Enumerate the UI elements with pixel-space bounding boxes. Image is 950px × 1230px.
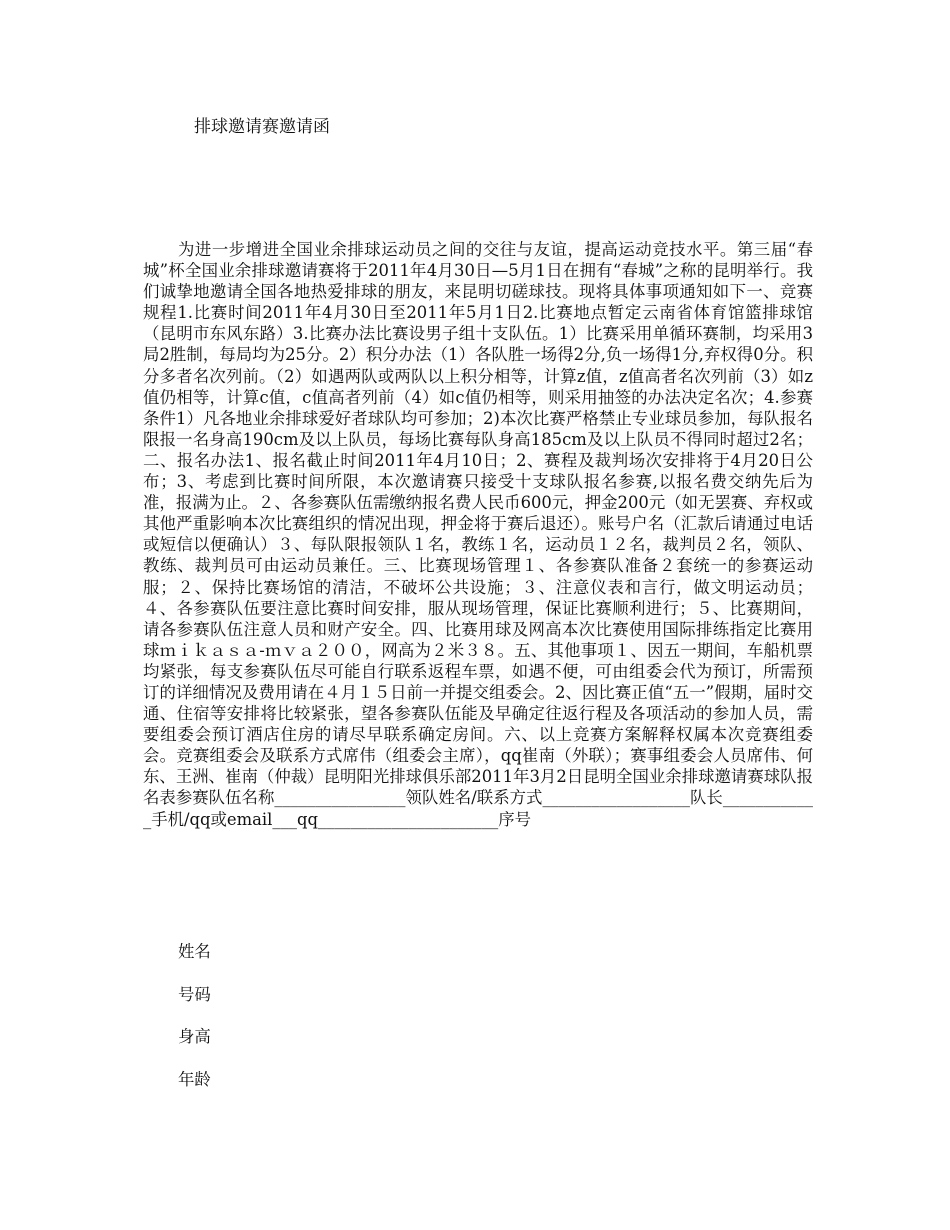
document-body: 为进一步增进全国业余排球运动员之间的交往与友谊，提高运动竞技水平。第三届“春城”杯全国业余排球邀请赛将于2011年4月30日—5月1日在拥有“春城”之称的昆明举行。我们诚挚地邀请全国各地热爱排球的朋友，来昆明切磋球技。现将具体事项通知如下一、竞赛规程1.比赛时间2011年4月30日至2011年5月1日2.比赛地点暂定云南省体育馆篮排球馆（昆明市东风东路）3.比赛办法比赛设男子组十支队伍。1）比赛采用单循环赛制，均采用3局2胜制，每局均为25分。2）积分办法（1）各队胜一场得2分,负一场得1分,弃权得0分。积分多者名次列前。（2）如遇两队或两队以上积分相等，计算z值，z值高者名次列前（3）如z值仍相等，计算c值，c值高者列前（4）如c值仍相等，则采用抽签的办法决定名次；4.参赛条件1）凡各地业余排球爱好者球队均可参加；2)本次比赛严格禁止专业球员参加，每队报名限报一名身高190cm及以上队员，每场比赛每队身高185cm及以上队员不得同时超过2名；二、报名办法1、报名截止时间2011年4月10日；2、赛程及裁判场次安排将于4月20日公布；3、考虑到比赛时间所限，本次邀请赛只接受十支球队报名参赛,以报名费交纳先后为准，报满为止。２、各参赛队伍需缴纳报名费人民币600元，押金200元（如无罢赛、弃权或其他严重影响本次比赛组织的情况出现，押金将于赛后退还）。账号户名（汇款后请通过电话或短信以便确认）３、每队限报领队１名，教练１名，运动员１２名，裁判员２名，领队、教练、裁判员可由运动员兼任。三、比赛现场管理１、各参赛队准备２套统一的参赛运动服；２、保持比赛场馆的清洁，不破坏公共设施；３、注意仪表和言行，做文明运动员；４、各参赛队伍要注意比赛时间安排，服从现场管理，保证比赛顺利进行；５、比赛期间，请各参赛队伍注意人员和财产安全。四、比赛用球及网高本次比赛使用国际排练指定比赛用球ｍｉｋａｓａ-ｍｖａ２００，网高为２米３８。五、其他事项１、因五一期间，车船机票均紧张，每支参赛队伍尽可能自行联系返程车票，如遇不便，可由组委会代为预订，所需预订的详细情况及费用请在４月１５日前一并提交组委会。2、因比赛正值“五一”假期，届时交通、住宿等安排将比较紧张，望各参赛队伍能及早确定往返行程及各项活动的参加人员，需要组委会预订酒店住房的请尽早联系确定房间。六、以上竞赛方案解释权属本次竞赛组委会。竞赛组委会及联系方式席伟（组委会主席），qq崔南（外联）；赛事组委会人员席伟、何东、王洲、崔南（仲裁）昆明阳光排球俱乐部2011年3月2日昆明全国业余排球邀请赛球队报名表参赛队伍名称________________领队姓名/联系方式__________________队长____________手机/qq或email___qq______________________序号	[143, 240, 813, 829]
field-name-label: 姓名	[178, 942, 211, 961]
field-number-label: 号码	[178, 984, 211, 1004]
registration-field-list	[178, 941, 211, 1111]
field-height-label: 身高	[178, 1027, 211, 1046]
document-title: 排球邀请赛邀请函	[194, 117, 330, 137]
field-age-label: 年龄	[178, 1069, 211, 1089]
